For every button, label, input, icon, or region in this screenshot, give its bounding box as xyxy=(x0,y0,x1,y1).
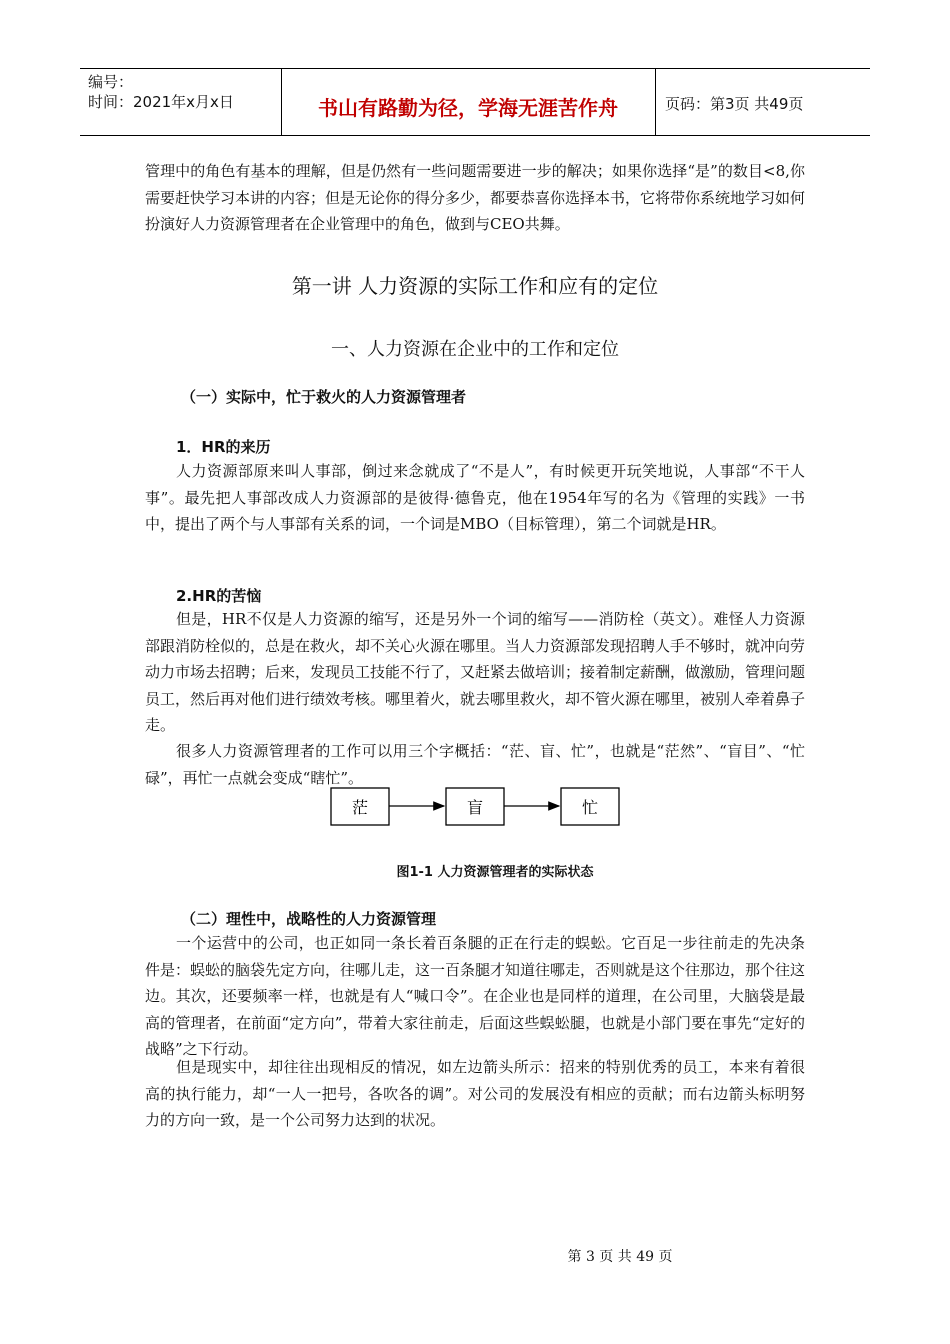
flow-figure xyxy=(320,780,640,840)
section-title: 一、人力资源在企业中的工作和定位 xyxy=(331,339,619,360)
subsection-2-paragraph-2: 但是现实中，却往往出现相反的情况，如左边箭头所示：招来的特别优秀的员工，本来有着很高的执行能力，却“一人一把号，各吹各的调”。对公司的发展没有相应的贡献；而右边箭头标明努力的方向一致，是一个公司努力达到的状况。 xyxy=(145,1058,805,1129)
header-divider-2 xyxy=(655,68,656,136)
item-2-paragraph-1: 但是，HR不仅是人力资源的缩写，还是另外一个词的缩写——消防栓（英文）。难怪人力资源部跟消防栓似的，总是在救火，却不关心火源在哪里。当人力资源部发现招聘人手不够时，就冲向劳动力市场去招聘；后来，发现员工技能不行了，又赶紧去做培训；接着制定薪酬，做激励，管理问题员工，然后再对他们进行绩效考核。哪里着火，就去哪里救火，却不管火源在哪里，被别人牵着鼻子走。 xyxy=(145,610,806,734)
header-bottom-border xyxy=(80,135,870,136)
header-number-label: 编号： xyxy=(88,73,134,91)
flow-box-3-label: 忙 xyxy=(581,798,599,817)
header-top-border xyxy=(80,68,870,69)
item-1-title: 1．HR的来历 xyxy=(176,438,271,456)
header-motto: 书山有路勤为径，学海无涯苦作舟 xyxy=(318,96,618,120)
item-2-title: 2.HR的苦恼 xyxy=(176,587,262,605)
figure-caption: 图1-1 人力资源管理者的实际状态 xyxy=(396,865,594,880)
header-time-label: 时间：2021年x月x日 xyxy=(88,93,234,111)
lecture-title: 第一讲 人力资源的实际工作和应有的定位 xyxy=(291,274,659,298)
item-2-paragraph-2: 很多人力资源管理者的工作可以用三个字概括：“茫、盲、忙”，也就是“茫然”、“盲目”、“忙碌”，再忙一点就会变成“瞎忙”。 xyxy=(145,742,805,787)
flow-box-2-label: 盲 xyxy=(466,798,484,817)
subsection-2-title: （二）理性中，战略性的人力资源管理 xyxy=(181,910,437,928)
header-meta xyxy=(88,72,234,112)
subsection-1-title: （一）实际中，忙于救火的人力资源管理者 xyxy=(181,388,467,406)
page-footer: 第 3 页 共 49 页 xyxy=(567,1249,673,1265)
header-page-label: 页码：第3页 共49页 xyxy=(665,95,804,113)
subsection-2-paragraph-1: 一个运营中的公司，也正如同一条长着百条腿的正在行走的蜈蚣。它百足一步往前走的先决条件是：蜈蚣的脑袋先定方向，往哪儿走，这一百条腿才知道往哪走，否则就是这个往那边，那个往这边。其次，还要频率一样，也就是有人“喊口令”。在企业也是同样的道理，在公司里，大脑袋是最高的管理者，在前面“定方向”，带着大家往前走，后面这些蜈蚣腿，也就是小部门要在事先“定好的战略”之下行动。 xyxy=(145,934,806,1058)
flow-box-1-label: 茫 xyxy=(351,798,369,817)
item-1-paragraph: 人力资源部原来叫人事部，倒过来念就成了“不是人”，有时候更开玩笑地说，人事部“不干人事”。最先把人事部改成人力资源部的是彼得·德鲁克，他在1954年写的名为《管理的实践》一书中，提出了两个与人事部有关系的词，一个词是MBO（目标管理），第二个词就是HR。 xyxy=(145,462,805,533)
intro-paragraph: 管理中的角色有基本的理解，但是仍然有一些问题需要进一步的解决；如果你选择“是”的数目<8,你需要赶快学习本讲的内容；但是无论你的得分多少，都要恭喜你选择本书，它将带你系统地学习如何扮演好人力资源管理者在企业管理中的角色，做到与CEO共舞。 xyxy=(145,162,806,233)
header-divider-1 xyxy=(281,68,282,136)
